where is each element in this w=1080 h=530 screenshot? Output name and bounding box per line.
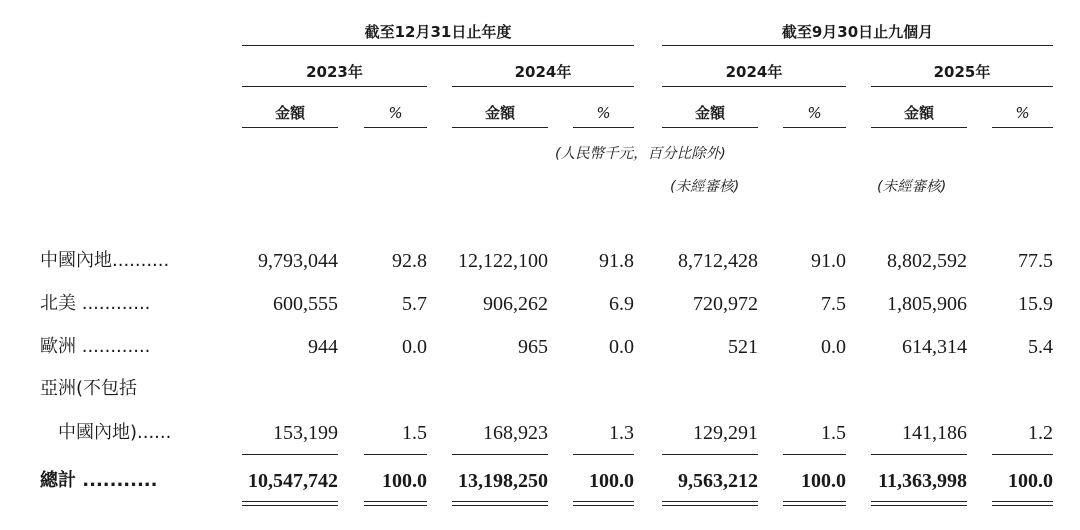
unaudited-note: (未經審核) bbox=[877, 179, 947, 195]
cell-percent: 1.5 bbox=[821, 422, 846, 444]
header-nine-months-group: 截至9月30日止九個月 bbox=[781, 23, 934, 41]
cell-total-percent: 100.0 bbox=[382, 470, 427, 492]
header-amount: 金額 bbox=[274, 104, 305, 122]
cell-amount: 9,793,044 bbox=[258, 250, 338, 272]
cell-total-percent: 100.0 bbox=[1008, 470, 1053, 492]
cell-percent: 1.3 bbox=[609, 422, 634, 444]
cell-percent: 92.8 bbox=[392, 250, 427, 272]
cell-amount: 12,122,100 bbox=[458, 250, 548, 272]
cell-amount: 8,802,592 bbox=[887, 250, 967, 272]
cell-total-amount: 11,363,998 bbox=[878, 470, 967, 492]
cell-amount: 965 bbox=[518, 336, 548, 358]
cell-total-percent: 100.0 bbox=[801, 470, 846, 492]
header-year-2024: 2024年 bbox=[514, 63, 572, 81]
row-label-total: 總計 ........... bbox=[40, 470, 158, 491]
subtotal-rule bbox=[573, 454, 634, 455]
row-label-north-america: 北美 ............ bbox=[40, 293, 151, 314]
rule-amount bbox=[242, 127, 338, 128]
cell-percent: 15.9 bbox=[1018, 293, 1053, 315]
rule-nine-months-group bbox=[662, 45, 1053, 46]
double-underline bbox=[364, 501, 427, 506]
cell-amount: 1,805,906 bbox=[887, 293, 967, 315]
cell-total-percent: 100.0 bbox=[589, 470, 634, 492]
rule-year-2024 bbox=[452, 86, 634, 87]
cell-percent: 5.7 bbox=[402, 293, 427, 315]
cell-amount: 521 bbox=[728, 336, 758, 358]
cell-amount: 153,199 bbox=[273, 422, 338, 444]
double-underline bbox=[992, 501, 1053, 506]
header-nine-months-2025: 2025年 bbox=[933, 63, 991, 81]
subtotal-rule bbox=[452, 454, 548, 455]
row-label-asia-line1: 亞洲(不包括 bbox=[40, 378, 138, 399]
cell-percent: 1.2 bbox=[1028, 422, 1053, 444]
cell-amount: 600,555 bbox=[273, 293, 338, 315]
cell-amount: 944 bbox=[308, 336, 338, 358]
cell-percent: 7.5 bbox=[821, 293, 846, 315]
cell-amount: 720,972 bbox=[693, 293, 758, 315]
header-nine-months-2024: 2024年 bbox=[725, 63, 783, 81]
double-underline bbox=[783, 501, 846, 506]
cell-percent: 5.4 bbox=[1028, 336, 1053, 358]
rule-fiscal-year-group bbox=[242, 45, 634, 46]
double-underline bbox=[452, 501, 548, 506]
cell-amount: 906,262 bbox=[483, 293, 548, 315]
unaudited-note: (未經審核) bbox=[670, 179, 740, 195]
header-amount: 金額 bbox=[903, 104, 934, 122]
subtotal-rule bbox=[242, 454, 338, 455]
rule-amount bbox=[662, 127, 758, 128]
cell-amount: 129,291 bbox=[693, 422, 758, 444]
header-percent: % bbox=[807, 104, 822, 122]
row-label-europe: 歐洲 ............ bbox=[40, 336, 151, 357]
cell-percent: 0.0 bbox=[402, 336, 427, 358]
rule-percent bbox=[783, 127, 846, 128]
rule-percent bbox=[992, 127, 1053, 128]
cell-total-amount: 13,198,250 bbox=[458, 470, 548, 492]
cell-percent: 1.5 bbox=[402, 422, 427, 444]
subtotal-rule bbox=[992, 454, 1053, 455]
cell-amount: 168,923 bbox=[483, 422, 548, 444]
subtotal-rule bbox=[364, 454, 427, 455]
header-year-2023: 2023年 bbox=[306, 63, 363, 81]
rule-percent bbox=[364, 127, 427, 128]
row-label-asia-line2: 中國內地)...... bbox=[58, 422, 172, 443]
double-underline bbox=[871, 501, 967, 506]
header-amount: 金額 bbox=[484, 104, 515, 122]
currency-note: (人民幣千元，百分比除外) bbox=[555, 146, 726, 162]
header-amount: 金額 bbox=[694, 104, 725, 122]
rule-amount bbox=[871, 127, 967, 128]
row-label-mainland-china: 中國內地.......... bbox=[40, 250, 170, 271]
header-percent: % bbox=[1015, 104, 1030, 122]
cell-percent: 0.0 bbox=[609, 336, 634, 358]
rule-amount bbox=[452, 127, 548, 128]
cell-percent: 91.8 bbox=[599, 250, 634, 272]
cell-percent: 6.9 bbox=[609, 293, 634, 315]
cell-percent: 77.5 bbox=[1018, 250, 1053, 272]
double-underline bbox=[242, 501, 338, 506]
rule-nine-months-2024 bbox=[662, 86, 846, 87]
rule-nine-months-2025 bbox=[871, 86, 1053, 87]
cell-amount: 141,186 bbox=[902, 422, 967, 444]
cell-total-amount: 9,563,212 bbox=[678, 470, 758, 492]
cell-percent: 0.0 bbox=[821, 336, 846, 358]
rule-year-2023 bbox=[242, 86, 427, 87]
rule-percent bbox=[573, 127, 634, 128]
cell-amount: 8,712,428 bbox=[678, 250, 758, 272]
header-percent: % bbox=[596, 104, 611, 122]
subtotal-rule bbox=[871, 454, 967, 455]
double-underline bbox=[573, 501, 634, 506]
header-percent: % bbox=[388, 104, 403, 122]
header-fiscal-year-group: 截至12月31日止年度 bbox=[364, 23, 512, 41]
subtotal-rule bbox=[662, 454, 758, 455]
cell-amount: 614,314 bbox=[902, 336, 967, 358]
cell-total-amount: 10,547,742 bbox=[248, 470, 338, 492]
double-underline bbox=[662, 501, 758, 506]
subtotal-rule bbox=[783, 454, 846, 455]
cell-percent: 91.0 bbox=[811, 250, 846, 272]
